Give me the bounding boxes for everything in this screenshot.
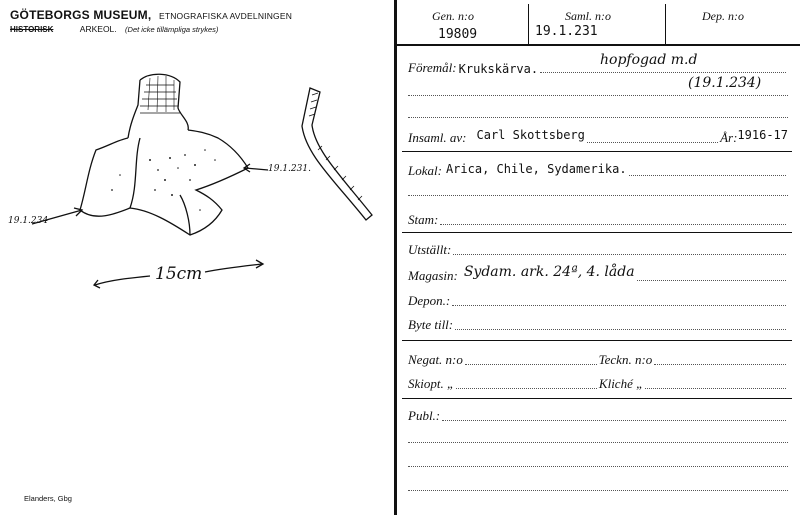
header-separator	[665, 4, 666, 44]
ar-value: 1916-17	[737, 128, 788, 142]
section-label: ARKEOL.	[79, 24, 117, 34]
teckn-label: Teckn. n:o	[598, 352, 653, 367]
scale-label: 15cm	[155, 264, 203, 284]
row-magasin	[408, 264, 788, 284]
pointer-231	[245, 168, 268, 170]
foremal-note-1: hopfogad m.d	[600, 52, 698, 68]
sherd-neck-outline	[140, 74, 188, 130]
struck-word: HISTORISK	[10, 25, 54, 34]
blank-line	[408, 95, 788, 96]
row-insaml	[408, 130, 788, 146]
byte-label: Byte till:	[408, 317, 454, 332]
lokal-value: Arica, Chile, Sydamerika.	[445, 162, 627, 176]
blank-line	[408, 466, 788, 467]
section-rule	[402, 232, 792, 233]
magasin-label: Magasin:	[408, 268, 458, 283]
row-lokal	[408, 163, 788, 179]
sketch-label-234: 19.1.234	[8, 216, 49, 226]
card-divider	[394, 0, 397, 515]
header-separator	[528, 4, 529, 44]
foremal-label: Föremål:	[408, 60, 457, 75]
gen-value: 19809	[438, 27, 478, 42]
saml-value: 19.1.231	[535, 24, 598, 39]
insaml-value: Carl Skottsberg	[476, 128, 585, 142]
strike-note: (Det icke tillämpliga strykes)	[125, 25, 219, 34]
sketch-label-231: 19.1.231.	[268, 164, 311, 174]
skiopt-label: Skiopt. „	[408, 376, 455, 391]
row-negat	[408, 352, 788, 368]
section-rule	[402, 398, 792, 399]
blank-line	[408, 195, 788, 196]
scale-arrow-left	[95, 276, 150, 285]
saml-label: Saml. n:o	[565, 9, 611, 23]
kliche-label: Kliché „	[598, 376, 644, 391]
foremal-note-2: (19.1.234)	[688, 75, 762, 91]
publ-label: Publ.:	[408, 408, 441, 423]
row-depon	[408, 293, 788, 309]
negat-label: Negat. n:o	[408, 352, 463, 367]
section-rule	[402, 340, 792, 341]
row-stam	[408, 212, 788, 228]
printer-imprint: Elanders, Gbg	[24, 494, 72, 503]
museum-name: GÖTEBORGS MUSEUM,	[10, 8, 152, 22]
utstallt-label: Utställt:	[408, 242, 452, 257]
row-publ	[408, 408, 788, 424]
row-foremal	[408, 60, 788, 76]
foremal-value: Krukskärva.	[458, 62, 539, 76]
gen-label: Gen. n:o	[432, 9, 474, 23]
blank-line	[408, 117, 788, 118]
magasin-value: Sydam. ark. 24ª, 4. låda	[463, 264, 635, 280]
row-byte	[408, 317, 788, 333]
ar-label: År:	[720, 130, 738, 145]
sherd-sketch	[0, 0, 394, 515]
lokal-label: Lokal:	[408, 163, 442, 178]
department-name: ETNOGRAFISKA AVDELNINGEN	[158, 11, 293, 21]
header-rule	[394, 44, 800, 46]
depon-label: Depon.:	[408, 293, 451, 308]
scale-arrow-right	[205, 264, 262, 272]
sherd-neck-left	[128, 80, 140, 138]
blank-line	[408, 490, 788, 491]
row-utstallt	[408, 242, 788, 258]
insaml-label: Insaml. av:	[408, 130, 467, 145]
dep-label: Dep. n:o	[702, 9, 744, 23]
row-skiopt	[408, 376, 788, 392]
blank-line	[408, 442, 788, 443]
section-rule	[402, 151, 792, 152]
stam-label: Stam:	[408, 212, 439, 227]
